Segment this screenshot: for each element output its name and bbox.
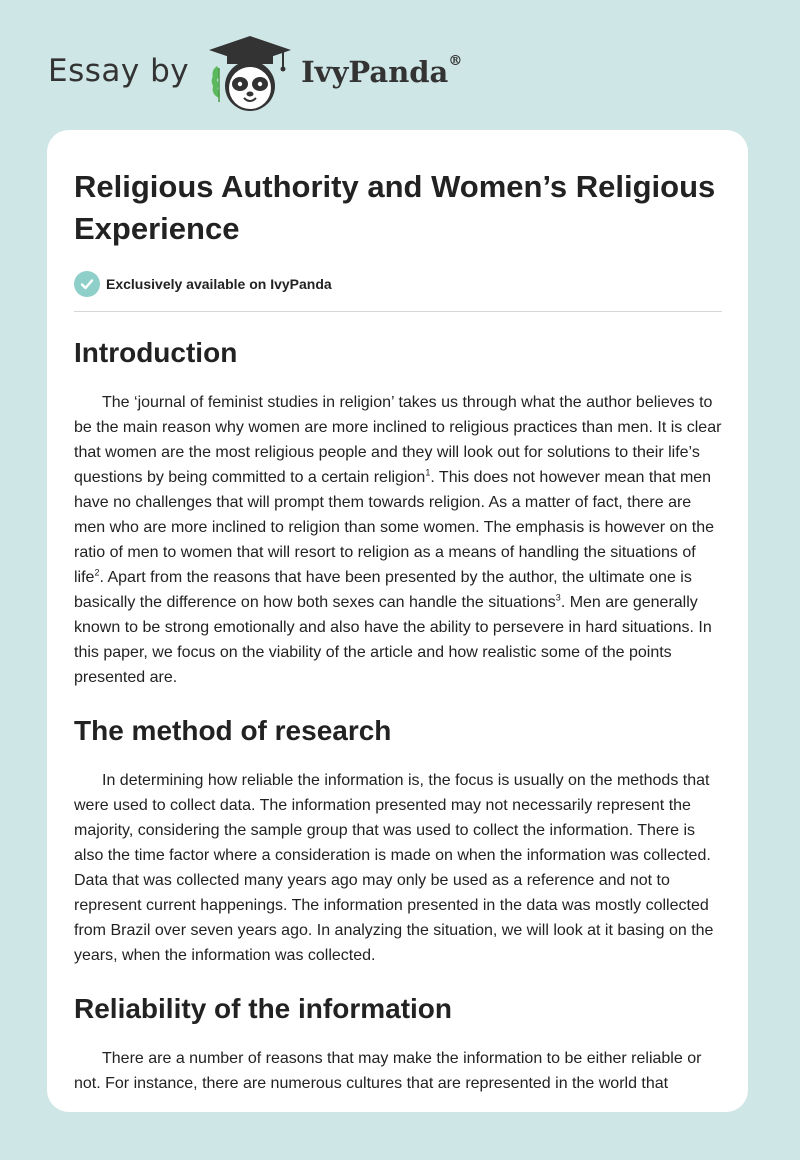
trademark-symbol: ® — [448, 53, 463, 69]
section-method-of-research — [74, 714, 722, 968]
exclusive-badge — [74, 270, 722, 298]
divider — [74, 311, 722, 312]
footnote-ref[interactable]: 2 — [94, 567, 100, 578]
section-paragraph: The ‘journal of feminist studies in religion’ takes us through what the author believes to be the main reason why women are more inclined to religious practices than men. It is clear that women are the most religious people and they will look out for solutions to their life’s questions by being committed to a certain religion$^1$. This does not however mean that men have no challenges that will prompt them towards religion. As a matter of fact, there are men who are more inclined to religion than some women. The emphasis is however on the ratio of men to women that will resort to religion as a means of handling the situations of life$^2$. Apart from the reasons that have been presented by the author, the ultimate one is basically the difference on how both sexes can handle the situations$^3$. Men are generally known to be strong emotionally and also have the ability to persevere in hard situations. In this paper, we focus on the viability of the article and how realistic some of the points presented are. — [74, 394, 722, 686]
essay-by-label: Essay by — [48, 53, 190, 89]
footnote-ref[interactable]: 3 — [555, 592, 561, 603]
section-reliability — [74, 992, 722, 1096]
section-heading: The method of research — [74, 715, 392, 746]
section-paragraph: There are a number of reasons that may make the information to be either reliable or not. For instance, there are numerous cultures that are represented in the world that — [74, 1050, 702, 1092]
section-paragraph: In determining how reliable the information is, the focus is usually on the methods that were used to collect data. The information presented may not necessarily represent the majority, considering the sample group that was used to collect the information. There is also the time factor where a consideration is made on when the information was collected. Data that was collected many years ago may only be used as a reference and not to represent current happenings. The information presented in the data was mostly collected from Brazil over seven years ago. In analyzing the situation, we will look at it basing on the years, when the information was collected. — [74, 772, 714, 964]
essay-card — [47, 130, 748, 1112]
footnote-ref[interactable]: 1 — [425, 467, 431, 478]
essay-title: Religious Authority and Women’s Religious Experience — [74, 169, 716, 246]
section-heading: Reliability of the information — [74, 993, 453, 1024]
check-circle-icon — [74, 271, 100, 297]
section-heading: Introduction — [74, 337, 238, 368]
site-header — [48, 34, 462, 114]
panda-graduate-logo-icon[interactable] — [207, 34, 293, 114]
essay-content — [74, 130, 722, 1096]
section-introduction — [74, 336, 722, 690]
exclusive-label: Exclusively available on IvyPanda — [106, 276, 332, 292]
brand-name[interactable]: IvyPanda® — [301, 53, 463, 89]
